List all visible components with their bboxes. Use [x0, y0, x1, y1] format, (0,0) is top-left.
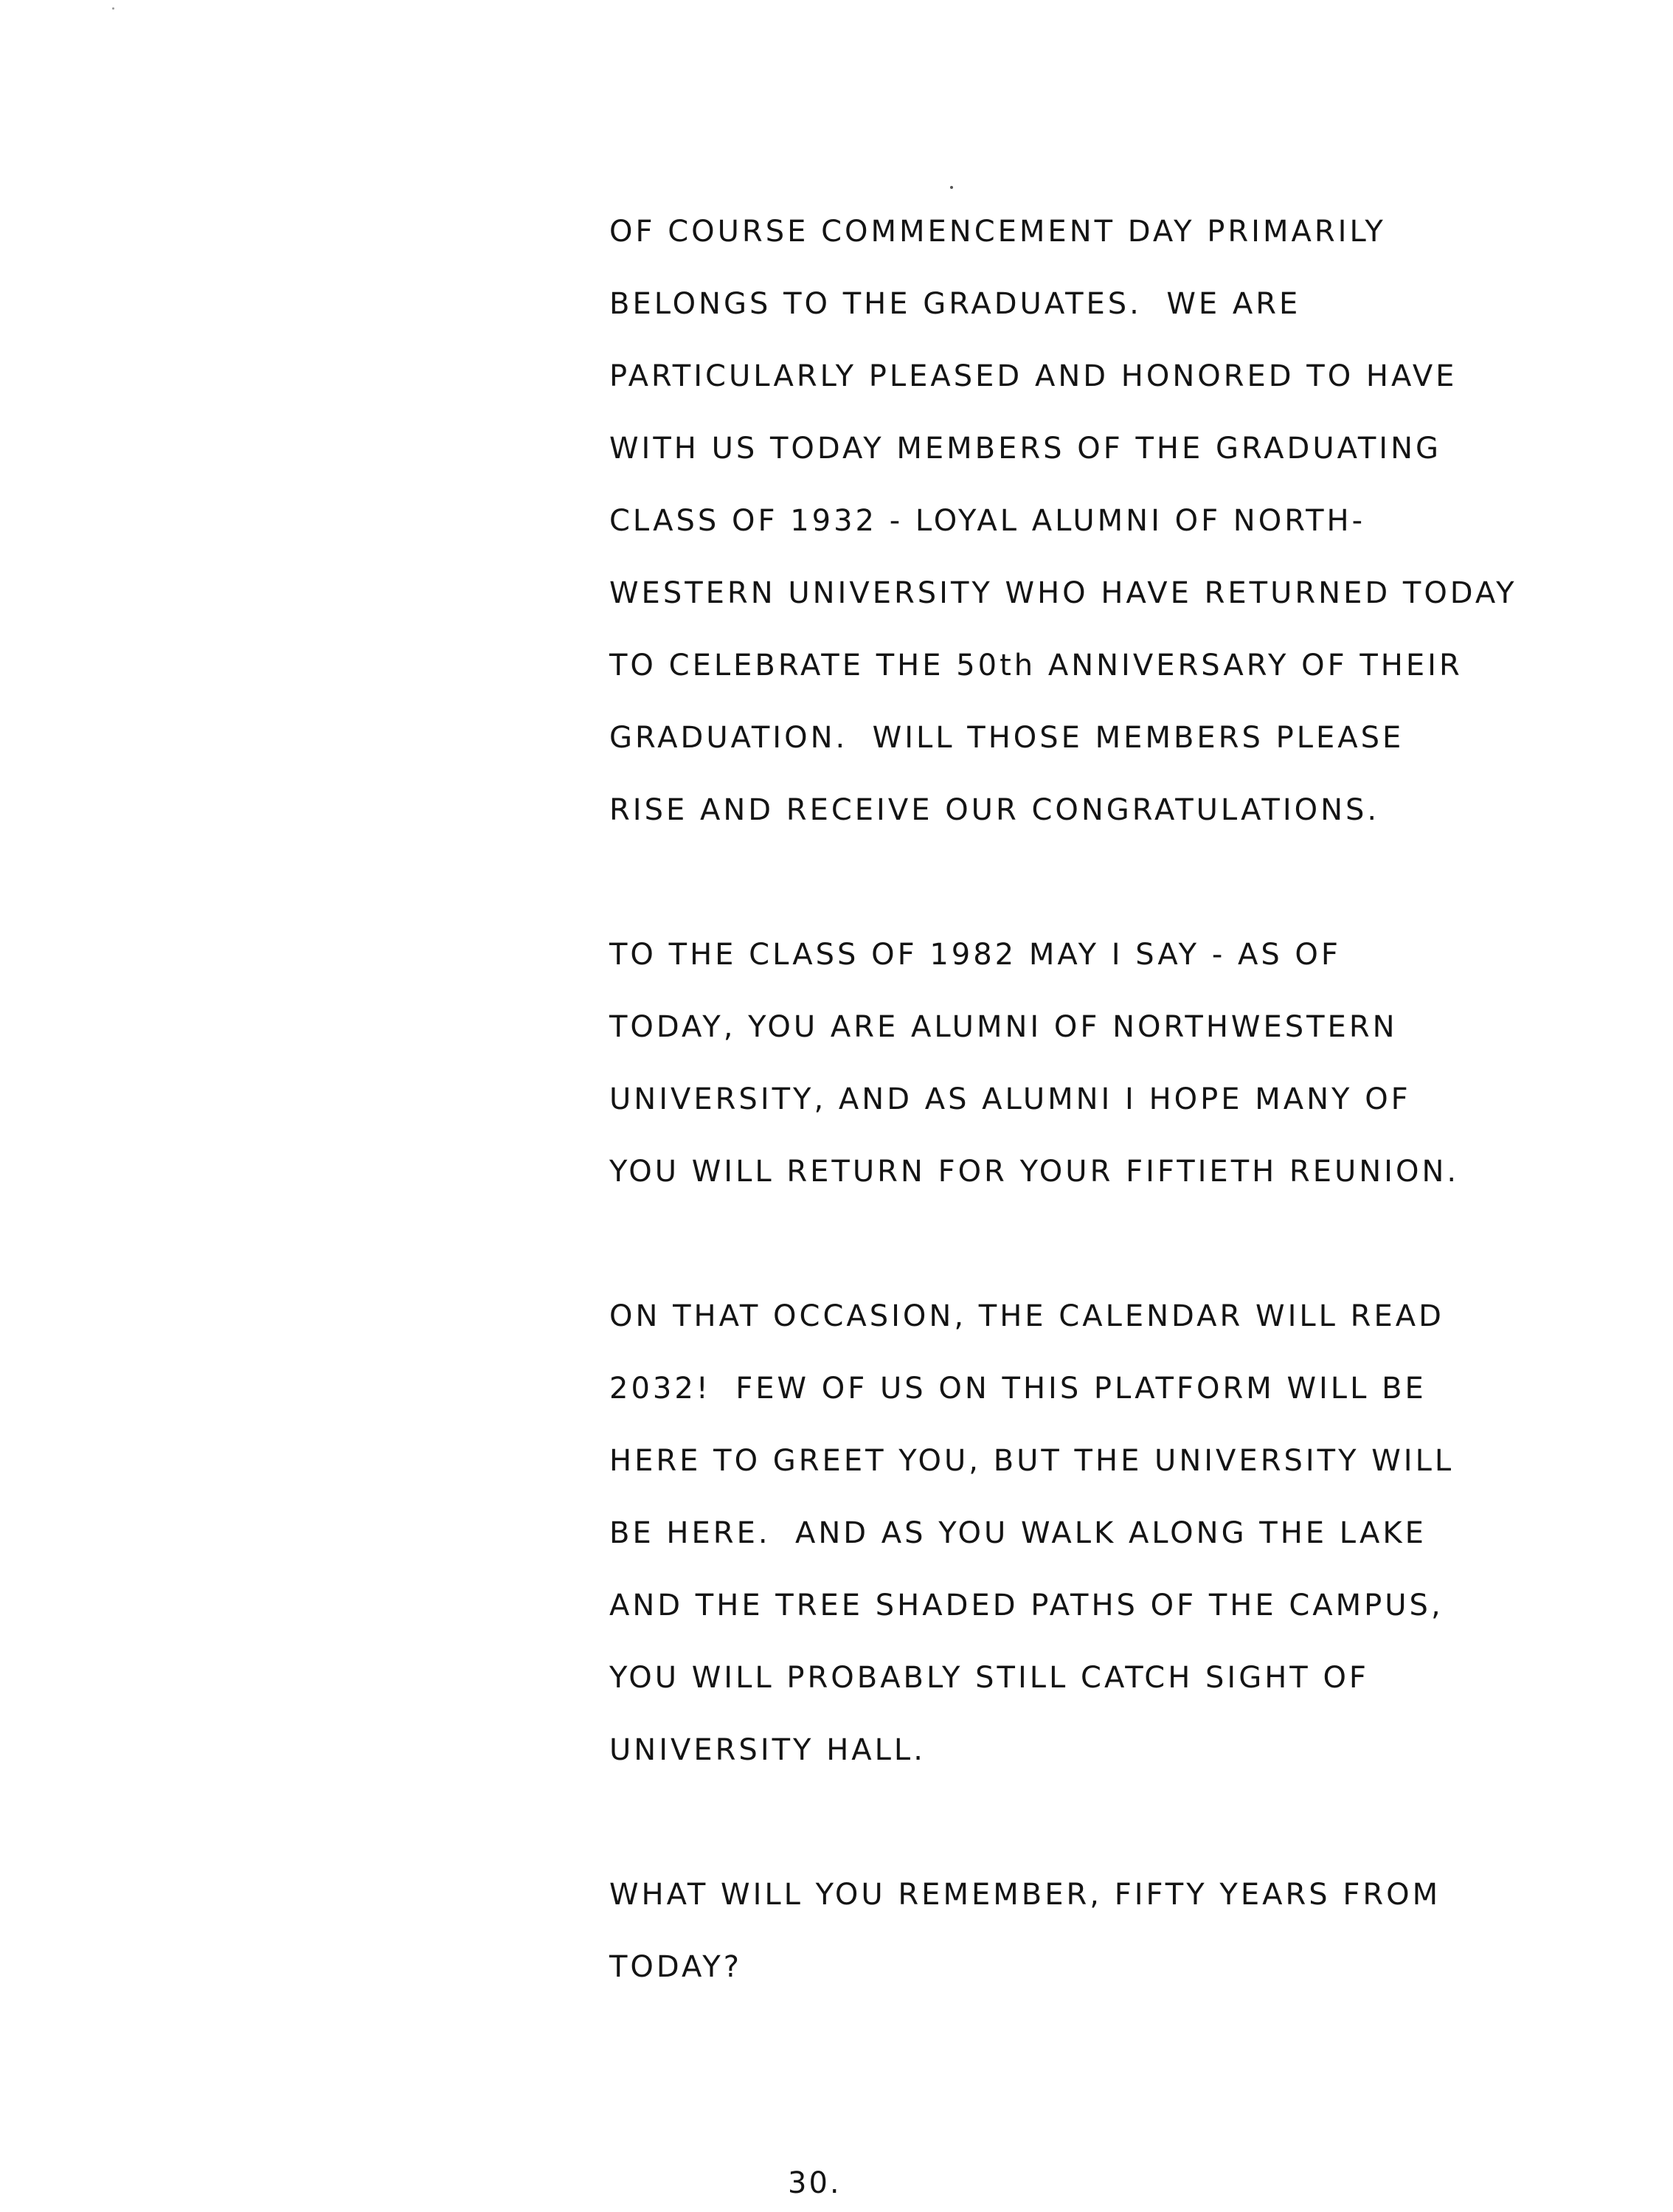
- paper-speck: [112, 7, 114, 10]
- text-line: OF COURSE COMMENCEMENT DAY PRIMARILY: [609, 215, 1386, 249]
- text-line: WESTERN UNIVERSITY WHO HAVE RETURNED TODAY: [609, 576, 1517, 610]
- text-line: TODAY, YOU ARE ALUMNI OF NORTHWESTERN: [609, 1010, 1398, 1044]
- text-line: YOU WILL PROBABLY STILL CATCH SIGHT OF: [609, 1661, 1369, 1695]
- text-line: PARTICULARLY PLEASED AND HONORED TO HAVE: [609, 359, 1458, 393]
- text-line: BE HERE. AND AS YOU WALK ALONG THE LAKE: [609, 1516, 1427, 1550]
- paragraph-spacer: [609, 851, 1568, 924]
- text-line: BELONGS TO THE GRADUATES. WE ARE: [609, 287, 1301, 321]
- text-line: RISE AND RECEIVE OUR CONGRATULATIONS.: [609, 793, 1380, 827]
- typed-text-body: [609, 201, 1568, 2008]
- text-line: YOU WILL RETURN FOR YOUR FIFTIETH REUNION.: [609, 1155, 1460, 1189]
- text-line: 2032! FEW OF US ON THIS PLATFORM WILL BE: [609, 1372, 1427, 1406]
- paragraph-2: [609, 924, 1568, 1213]
- text-line: WHAT WILL YOU REMEMBER, FIFTY YEARS FROM: [609, 1878, 1441, 1912]
- text-line: TO THE CLASS OF 1982 MAY I SAY - AS OF: [609, 938, 1341, 972]
- text-line: UNIVERSITY, AND AS ALUMNI I HOPE MANY OF: [609, 1082, 1411, 1116]
- text-line: AND THE TREE SHADED PATHS OF THE CAMPUS,: [609, 1589, 1444, 1622]
- text-line: ON THAT OCCASION, THE CALENDAR WILL READ: [609, 1299, 1444, 1333]
- paragraph-spacer: [609, 1791, 1568, 1864]
- text-line: HERE TO GREET YOU, BUT THE UNIVERSITY WILL: [609, 1444, 1455, 1478]
- text-line: WITH US TODAY MEMBERS OF THE GRADUATING: [609, 432, 1442, 466]
- text-line: UNIVERSITY HALL.: [609, 1733, 926, 1767]
- page-number: 30.: [788, 2166, 842, 2200]
- text-line: TO CELEBRATE THE 50th ANNIVERSARY OF THEIR: [609, 649, 1463, 682]
- paragraph-1: [609, 201, 1568, 851]
- paragraph-4: [609, 1864, 1568, 2008]
- text-line: GRADUATION. WILL THOSE MEMBERS PLEASE: [609, 721, 1404, 755]
- paragraph-spacer: [609, 1213, 1568, 1285]
- paragraph-3: [609, 1285, 1568, 1791]
- text-line: CLASS OF 1932 - LOYAL ALUMNI OF NORTH-: [609, 504, 1366, 538]
- text-line: TODAY?: [609, 1950, 742, 1984]
- paper-speck: [950, 186, 953, 189]
